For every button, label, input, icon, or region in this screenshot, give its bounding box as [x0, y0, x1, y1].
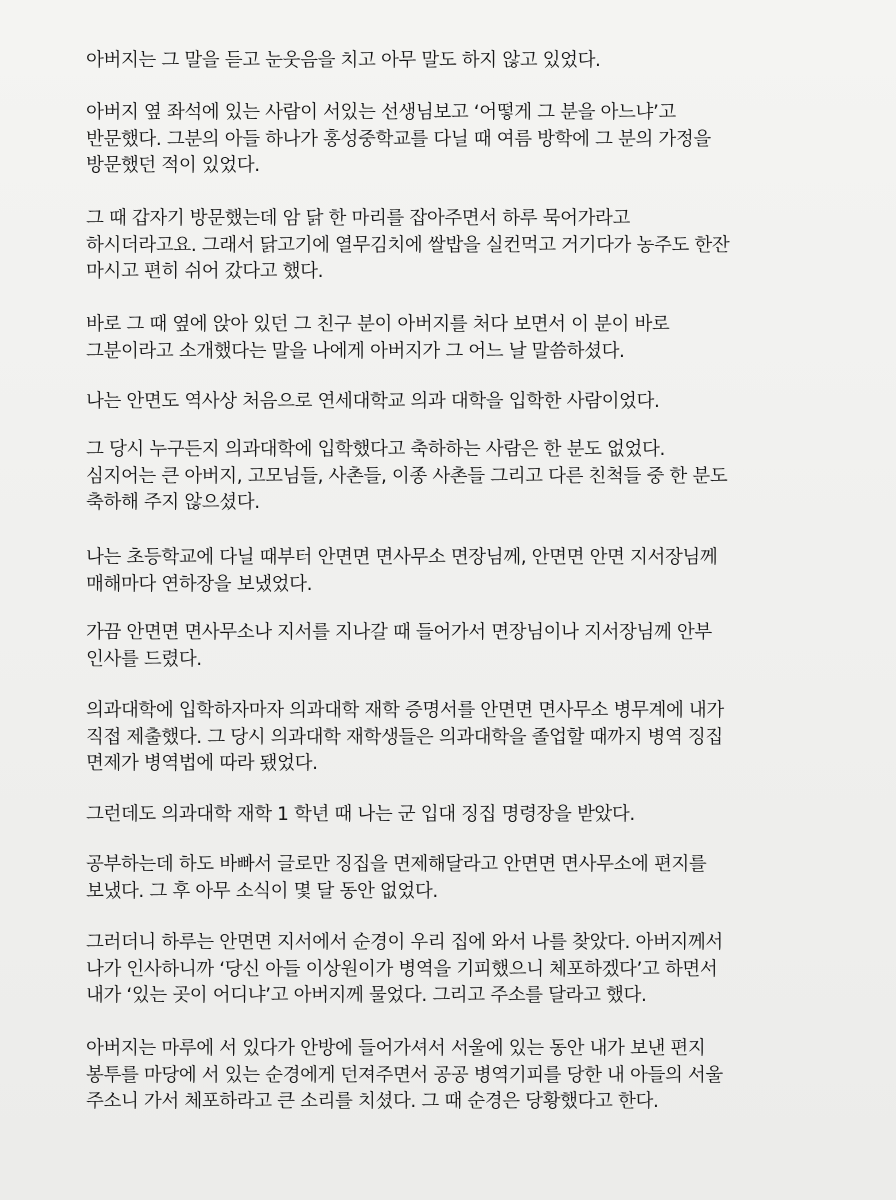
text-line: 마시고 편히 쉬어 갔다고 했다. — [86, 261, 324, 282]
paragraph-7 — [86, 545, 826, 598]
paragraph-11 — [86, 852, 826, 905]
text-line: 보냈다. 그 후 아무 소식이 몇 달 동안 없었다. — [86, 880, 438, 902]
text-line: 나가 인사하니까 ‘당신 아들 이상원이가 병역을 기피했으니 체포하겠다’고 하면서 — [86, 958, 718, 980]
text-line: 공부하는데 하도 바빠서 글로만 징집을 면제해달라고 안면면 면사무소에 편지를 — [86, 854, 707, 875]
text-line: 주소니 가서 체포하라고 큰 소리를 치셨다. 그 때 순경은 당황했다고 한다. — [86, 1091, 659, 1112]
paragraph-9 — [86, 698, 826, 778]
text-line: 아버지는 마루에 서 있다가 안방에 들어가셔서 서울에 있는 동안 내가 보낸 편지 — [86, 1038, 706, 1059]
text-line: 그런데도 의과대학 재학 1 학년 때 나는 군 입대 징집 명령장을 받았다. — [86, 804, 635, 825]
text-line: 나는 안면도 역사상 처음으로 연세대학교 의과 대학을 입학한 사람이었다. — [86, 391, 660, 412]
text-line: 그 때 갑자기 방문했는데 암 닭 한 마리를 잡아주면서 하루 묵어가라고 — [86, 208, 630, 229]
text-line: 나는 초등학교에 다닐 때부터 안면면 면사무소 면장님께, 안면면 안면 지서장님께 — [86, 547, 718, 568]
paragraph-3 — [86, 206, 826, 286]
paragraph-2 — [86, 100, 826, 180]
text-line: 반문했다. 그분의 아들 하나가 홍성중학교를 다닐 때 여름 방학에 그 분의 가정을 — [86, 128, 711, 150]
text-line: 봉투를 마당에 서 있는 순경에게 던져주면서 공공 병역기피를 당한 내 아들의 서울 — [86, 1064, 723, 1086]
text-line: 직접 제출했다. 그 당시 의과대학 재학생들은 의과대학을 졸업할 때까지 병역 징집 — [86, 726, 723, 748]
text-line: 하시더라고요. 그래서 닭고기에 열무김치에 쌀밥을 실컨먹고 거기다가 농주도 한잔 — [86, 234, 730, 256]
text-line: 방문했던 적이 있었다. — [86, 155, 260, 176]
paragraph-10 — [86, 802, 826, 829]
text-line: 축하해 주지 않으셨다. — [86, 492, 260, 513]
text-line: 바로 그 때 옆에 앉아 있던 그 친구 분이 아버지를 처다 보면서 이 분이 바로 — [86, 314, 670, 335]
text-line: 그분이라고 소개했다는 말을 나에게 아버지가 그 어느 날 말씀하셨다. — [86, 340, 625, 362]
text-line: 가끔 안면면 면사무소나 지서를 지나갈 때 들어가서 면장님이나 지서장님께 안부 — [86, 622, 712, 643]
text-line: 인사를 드렸다. — [86, 648, 202, 670]
text-line: 의과대학에 입학하자마자 의과대학 재학 증명서를 안면면 면사무소 병무계에 내가 — [86, 700, 724, 721]
text-line: 심지어는 큰 아버지, 고모님들, 사촌들, 이종 사촌들 그리고 다른 친척들 중 한 분도 — [86, 465, 728, 487]
paragraph-12 — [86, 930, 826, 1010]
paragraph-8 — [86, 620, 826, 673]
text-line: 그 당시 누구든지 의과대학에 입학했다고 축하하는 사람은 한 분도 없었다. — [86, 439, 665, 460]
paragraph-6 — [86, 437, 826, 517]
paragraph-4 — [86, 312, 826, 365]
text-line: 내가 ‘있는 곳이 어디냐’고 아버지께 물었다. 그리고 주소를 달라고 했다. — [86, 985, 647, 1006]
text-line: 아버지는 그 말을 듣고 눈웃음을 치고 아무 말도 하지 않고 있었다. — [86, 50, 601, 71]
paragraph-1 — [86, 48, 826, 75]
text-line: 매해마다 연하장을 보냈었다. — [86, 573, 313, 595]
text-line: 면제가 병역법에 따라 됐었다. — [86, 753, 318, 774]
text-line: 아버지 옆 좌석에 있는 사람이 서있는 선생님보고 ‘어떻게 그 분을 아느냐’고 — [86, 102, 676, 123]
text-line: 그러더니 하루는 안면면 지서에서 순경이 우리 집에 와서 나를 찾았다. 아버지께서 — [86, 932, 723, 953]
paragraph-5 — [86, 389, 826, 416]
paragraph-13 — [86, 1036, 826, 1116]
